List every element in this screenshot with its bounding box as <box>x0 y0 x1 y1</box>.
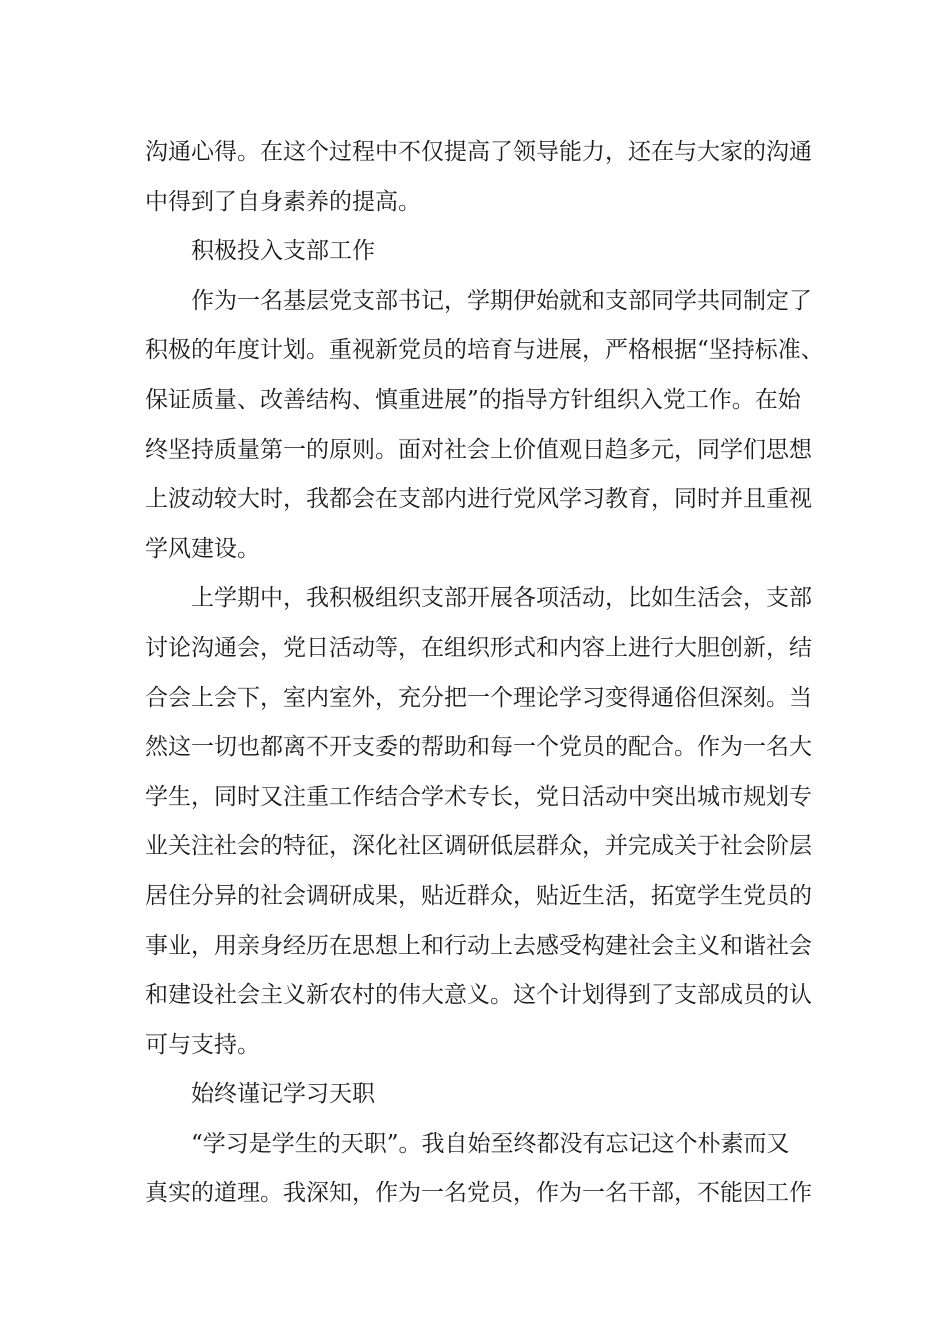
section-heading: 始终谨记学习天职 <box>191 1081 375 1108</box>
text-line: 中得到了自身素养的提高。 <box>145 188 421 215</box>
text-line: 和建设社会主义新农村的伟大意义。这个计划得到了支部成员的认 <box>145 982 812 1009</box>
text-line: 讨论沟通会，党日活动等，在组织形式和内容上进行大胆创新，结 <box>145 634 812 661</box>
paragraph-start-line: “学习是学生的天职”。我自始至终都没有忘记这个朴素而又 <box>191 1130 790 1157</box>
document-body <box>145 128 845 1219</box>
text-line: 合会上会下，室内室外，充分把一个理论学习变得通俗但深刻。当 <box>145 684 812 711</box>
text-line: 学生，同时又注重工作结合学术专长，党日活动中突出城市规划专 <box>145 783 812 810</box>
text-line: 学风建设。 <box>145 535 260 562</box>
text-line: 终坚持质量第一的原则。面对社会上价值观日趋多元，同学们思想 <box>145 436 812 463</box>
text-line: 事业，用亲身经历在思想上和行动上去感受构建社会主义和谐社会 <box>145 932 812 959</box>
text-line: 积极的年度计划。重视新党员的培育与进展，严格根据“坚持标准、 <box>145 337 824 364</box>
text-line: 保证质量、改善结构、慎重进展”的指导方针组织入党工作。在始 <box>145 386 801 413</box>
paragraph-start-line: 作为一名基层党支部书记，学期伊始就和支部同学共同制定了 <box>191 287 812 314</box>
text-line: 可与支持。 <box>145 1031 260 1058</box>
paragraph-start-line: 上学期中，我积极组织支部开展各项活动，比如生活会，支部 <box>191 585 812 612</box>
text-line: 业关注社会的特征，深化社区调研低层群众，并完成关于社会阶层 <box>145 833 812 860</box>
text-line: 然这一切也都离不开支委的帮助和每一个党员的配合。作为一名大 <box>145 734 812 761</box>
text-line: 沟通心得。在这个过程中不仅提高了领导能力，还在与大家的沟通 <box>145 139 812 165</box>
text-line: 居住分异的社会调研成果，贴近群众，贴近生活，拓宽学生党员的 <box>145 882 812 909</box>
text-line: 上波动较大时，我都会在支部内进行党风学习教育，同时并且重视 <box>145 486 812 513</box>
section-heading: 积极投入支部工作 <box>191 238 375 265</box>
text-line: 真实的道理。我深知，作为一名党员，作为一名干部，不能因工作 <box>145 1180 812 1207</box>
